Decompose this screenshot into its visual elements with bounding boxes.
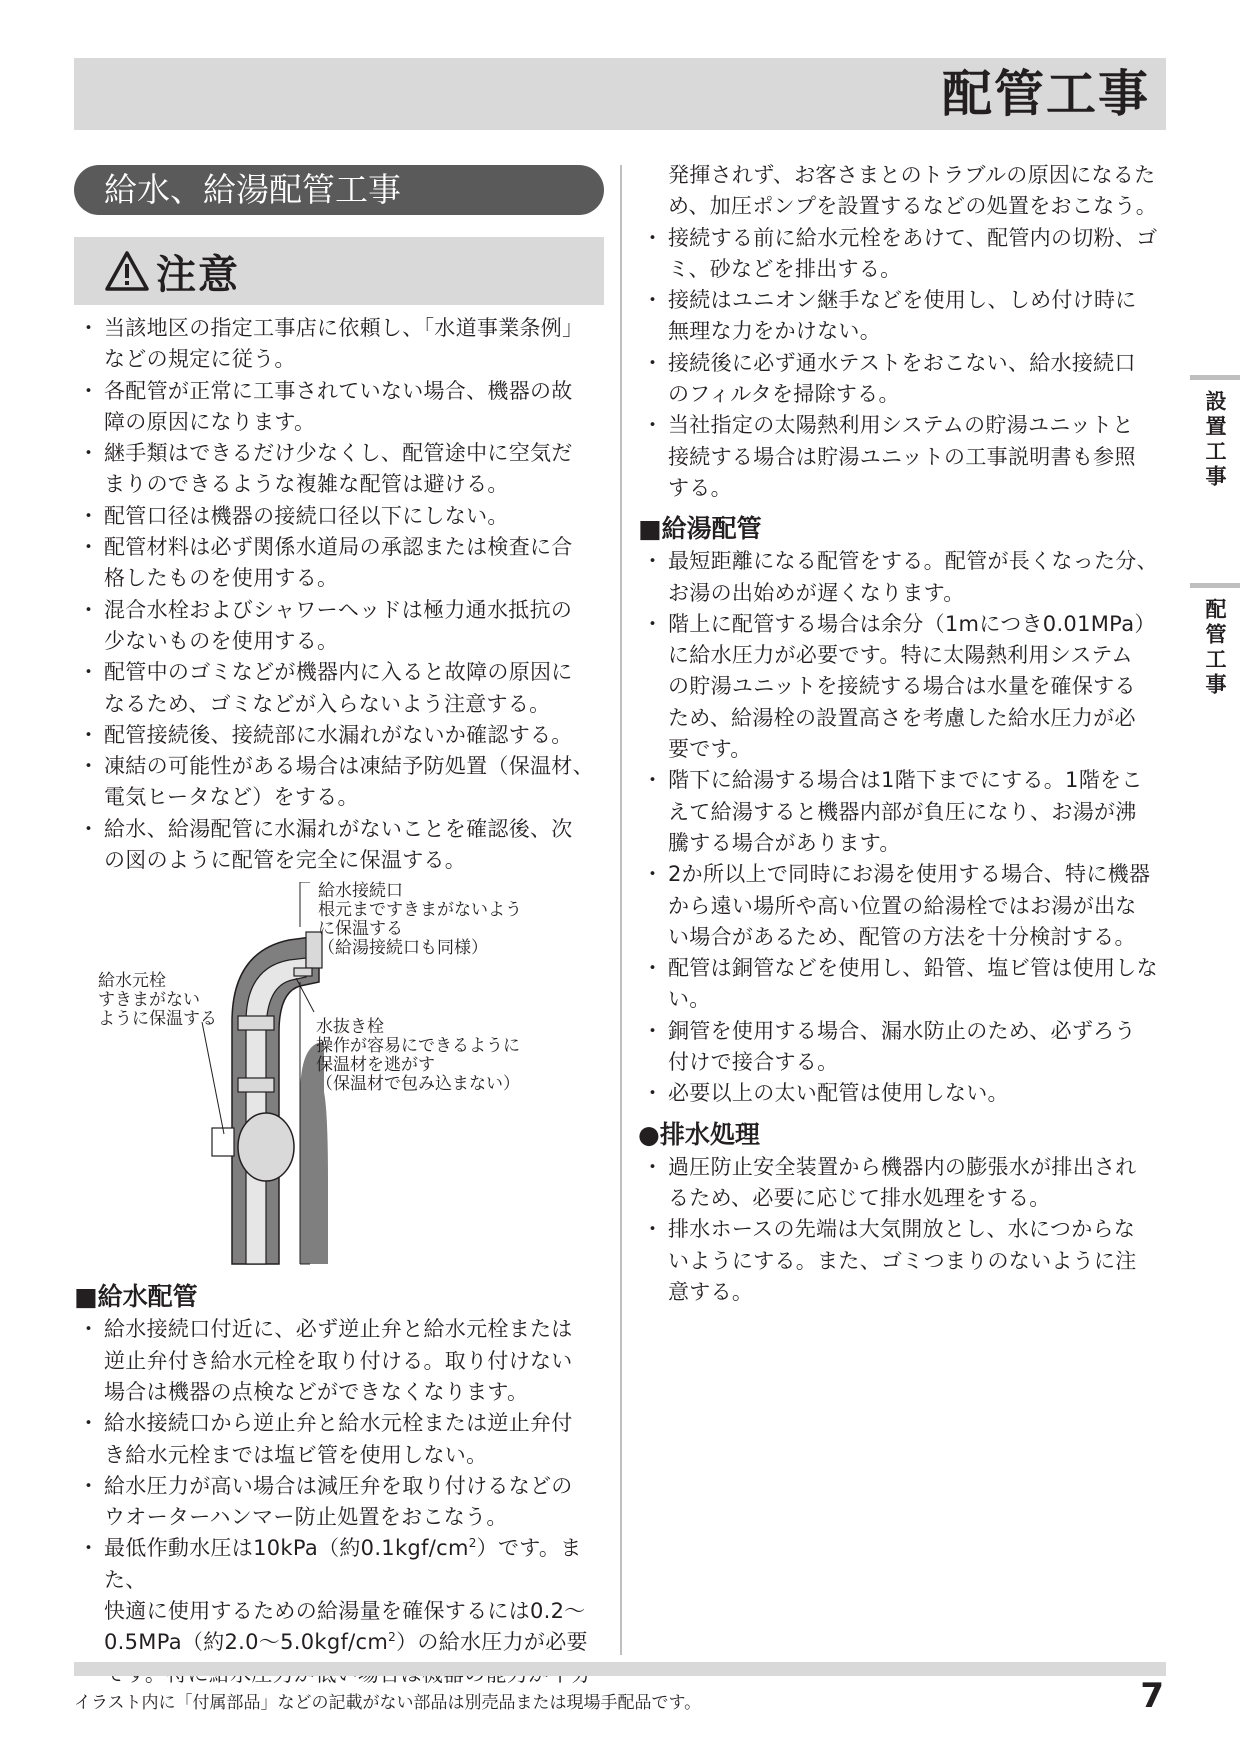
hot-water-list	[638, 546, 1168, 1109]
list-item: ・ 給水、給湯配管に水漏れがないことを確認後、次 の図のように配管を完全に保温する。	[74, 814, 604, 877]
list-item: ・ 当社指定の太陽熱利用システムの貯湯ユニットと 接続する場合は貯湯ユニットの工事説明書も参照 する。	[638, 410, 1168, 504]
caution-header	[74, 237, 604, 305]
list-item: ・ 最短距離になる配管をする。配管が長くなった分、 お湯の出始めが遅くなります。	[638, 546, 1168, 609]
water-supply-more-list	[638, 223, 1168, 505]
list-item: ・ 給水接続口から逆止弁と給水元栓または逆止弁付 き給水元栓までは塩ビ管を使用しない。	[74, 1408, 604, 1471]
list-item: ・ 接続はユニオン継手などを使用し、しめ付け時に 無理な力をかけない。	[638, 285, 1168, 348]
list-item: ・ 階上に配管する場合は余分（1mにつき0.01MPa） に給水圧力が必要です。特に太陽熱利用システム の貯湯ユニットを接続する場合は水量を確保する ため、給湯栓の設置高さを考慮した給水圧力が必 要です。	[638, 609, 1168, 765]
footer-note: イラスト内に「付属部品」などの記載がない部品は別売品または現場手配品です。	[74, 1693, 702, 1713]
insulation-figure	[74, 882, 604, 1272]
list-item: ・ 接続後に必ず通水テストをおこない、給水接続口 のフィルタを掃除する。	[638, 348, 1168, 411]
list-item: ・ 各配管が正常に工事されていない場合、機器の故 障の原因になります。	[74, 376, 604, 439]
warning-icon	[104, 250, 150, 292]
page-number: 7	[1140, 1676, 1164, 1716]
list-item: ・ 給水圧力が高い場合は減圧弁を取り付けるなどの ウオーターハンマー防止処置をおこなう。	[74, 1471, 604, 1534]
list-item: ・ 配管中のゴミなどが機器内に入ると故障の原因に なるため、ゴミなどが入らないよう注意する。	[74, 657, 604, 720]
list-item: ・ 給水接続口付近に、必ず逆止弁と給水元栓または 逆止弁付き給水元栓を取り付ける。取り付けない 場合は機器の点検などができなくなります。	[74, 1314, 604, 1408]
continued-text: 発揮されず、お客さまとのトラブルの原因になるた め、加圧ポンプを設置するなどの処置をおこなう。	[668, 163, 1158, 219]
list-item: ・ 配管材料は必ず関係水道局の承認または検査に合 格したものを使用する。	[74, 532, 604, 595]
page-title: 配管工事	[942, 65, 1150, 123]
section-title: 給水、給湯配管工事	[74, 165, 604, 215]
drainage-heading: ●排水処理	[638, 1119, 760, 1149]
list-item: ・ 混合水栓およびシャワーヘッドは極力通水抵抗の 少ないものを使用する。	[74, 595, 604, 658]
list-item: ・ 排水ホースの先端は大気開放とし、水につからな いようにする。また、ゴミつまりのないように注 意する。	[638, 1214, 1168, 1308]
caution-title: 注意	[156, 251, 240, 298]
list-item: ・ 配管は銅管などを使用し、鉛管、塩ビ管は使用しない。	[638, 953, 1168, 1016]
right-column	[638, 160, 1168, 1308]
list-item: ・ 接続する前に給水元栓をあけて、配管内の切粉、ゴ ミ、砂などを排出する。	[638, 223, 1168, 286]
list-item: ・ 最低作動水圧は10kPa（約$0.1kgf/cm^2$）です。また、 快適に使用するための給湯量を確保するには0.2～ 0.5MPa（約$2.0\sim 5.0kgf/cm^2$）の給水圧力が必要	[74, 1533, 604, 1689]
water-supply-heading: ■給水配管	[74, 1282, 198, 1312]
caution-list	[74, 313, 604, 876]
side-tab-piping: 配管工事	[1190, 583, 1240, 698]
side-tab-installation: 設置工事	[1190, 375, 1240, 490]
list-item: ・ 銅管を使用する場合、漏水防止のため、必ずろう 付けで接合する。	[638, 1016, 1168, 1079]
left-column	[74, 165, 604, 1690]
column-divider	[620, 165, 622, 1655]
hot-water-heading: ■給湯配管	[638, 514, 762, 544]
header-bar	[74, 58, 1166, 130]
inlet-label: 給水接続口 根元まですきまがないよう に保温する （給湯接続口も同様）	[318, 881, 522, 959]
valve-label: 給水元栓 すきまがない ように保温する	[98, 971, 217, 1030]
drainage-list	[638, 1152, 1168, 1308]
list-item: ・ 2か所以上で同時にお湯を使用する場合、特に機器 から遠い場所や高い位置の給湯栓ではお湯が出な い場合があるため、配管の方法を十分検討する。	[638, 859, 1168, 953]
list-item: ・ 過圧防止安全装置から機器内の膨張水が排出され るため、必要に応じて排水処理をする。	[638, 1152, 1168, 1215]
list-item: ・ 配管接続後、接続部に水漏れがないか確認する。	[74, 720, 604, 751]
footer-bar	[74, 1662, 1166, 1676]
list-item: ・ 当該地区の指定工事店に依頼し、「水道事業条例」 などの規定に従う。	[74, 313, 604, 376]
list-item: ・ 凍結の可能性がある場合は凍結予防処置（保温材、 電気ヒータなど）をする。	[74, 751, 604, 814]
list-item: ・ 継手類はできるだけ少なくし、配管途中に空気だ まりのできるような複雑な配管は避ける。	[74, 438, 604, 501]
drain-label: 水抜き栓 操作が容易にできるように 保温材を逃がす （保温材で包み込まない）	[316, 1017, 520, 1095]
list-item: ・ 必要以上の太い配管は使用しない。	[638, 1078, 1168, 1109]
list-item: ・ 配管口径は機器の接続口径以下にしない。	[74, 501, 604, 532]
list-item: ・ 階下に給湯する場合は1階下までにする。1階をこ えて給湯すると機器内部が負圧になり、お湯が沸 騰する場合があります。	[638, 765, 1168, 859]
water-supply-list	[74, 1314, 604, 1533]
